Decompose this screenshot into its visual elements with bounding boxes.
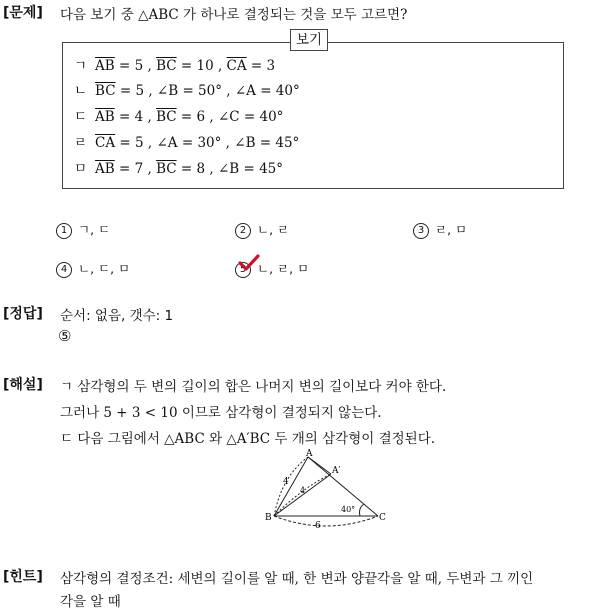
segment-name: $\overline{BC}$ xyxy=(156,58,177,74)
problem-question: 다음 보기 중 △ABC 가 하나로 결정되는 것을 모두 고르면? xyxy=(60,7,408,23)
condition-text: = 10 , xyxy=(176,58,227,74)
bogi-label: 보기 xyxy=(290,29,328,51)
bogi-item xyxy=(74,131,299,151)
segment-name: $\overline{BC}$ xyxy=(156,161,177,177)
hint-line-1: 삼각형의 결정조건: 세변의 길이를 알 때, 한 변과 양끝각을 알 때, 두변과 그 끼인 xyxy=(60,571,534,587)
hint-line-2: 각을 알 때 xyxy=(60,594,121,610)
label-a: A xyxy=(306,449,313,459)
condition-text: = 6 , ∠C = 40° xyxy=(176,109,284,125)
choice-number: 3 xyxy=(413,223,429,239)
segment-name: $\overline{CA}$ xyxy=(226,58,247,74)
explanation-line-1: ㄱ 삼각형의 두 변의 길이의 합은 나머지 변의 길이보다 커야 한다. xyxy=(60,379,447,395)
condition-text: = 8 , ∠B = 45° xyxy=(176,161,284,177)
bogi-item-mark: ㄹ xyxy=(74,135,88,151)
segment-name: $\overline{BC}$ xyxy=(95,83,116,99)
label-side-4b: 4 xyxy=(300,486,306,495)
answer-meta: 순서: 없음, 갯수: 1 xyxy=(60,308,174,324)
choice-number: 2 xyxy=(235,223,251,239)
segment-name: $\overline{AB}$ xyxy=(95,161,115,177)
bogi-item xyxy=(74,157,283,177)
bogi-item xyxy=(74,79,300,99)
bogi-item-mark: ㄴ xyxy=(74,83,88,99)
segment-name: $\overline{AB}$ xyxy=(95,58,115,74)
condition-text: = 3 xyxy=(246,58,276,74)
segment-name: $\overline{AB}$ xyxy=(95,109,115,125)
choice-text: ㄴ, ㄷ, ㅁ xyxy=(78,261,131,276)
segment-name: $\overline{CA}$ xyxy=(95,135,116,151)
bogi-item-mark: ㅁ xyxy=(74,161,88,177)
answer-tag: [정답] xyxy=(3,306,43,322)
condition-text: = 7 , xyxy=(114,161,157,177)
label-c: C xyxy=(379,513,386,523)
choice-text: ㄱ, ㄷ xyxy=(78,222,111,237)
segment-name: $\overline{BC}$ xyxy=(156,109,177,125)
label-a2: A′ xyxy=(332,466,341,476)
bogi-item-mark: ㄱ xyxy=(74,58,88,74)
choice-number: 1 xyxy=(56,223,72,239)
label-angle: 40° xyxy=(341,505,356,514)
label-side-4a: 4 xyxy=(283,477,289,487)
checkmark-icon xyxy=(238,254,260,272)
segment-aa2 xyxy=(308,457,331,474)
choice-number: 4 xyxy=(56,262,72,278)
choice-number: 5 xyxy=(235,262,251,278)
choice-text: ㄹ, ㅁ xyxy=(435,222,468,237)
arc-6 xyxy=(274,516,378,526)
angle-arc xyxy=(360,504,365,516)
choice-3[interactable] xyxy=(413,220,467,239)
answer-value: ⑤ xyxy=(58,327,72,345)
condition-text: = 5 , ∠A = 30° , ∠B = 45° xyxy=(115,135,300,151)
bogi-item-mark: ㄷ xyxy=(74,109,88,125)
choice-text: ㄴ, ㄹ, ㅁ xyxy=(257,261,310,276)
explanation-tag: [해설] xyxy=(3,377,43,393)
condition-text: = 5 , xyxy=(114,58,157,74)
triangle-figure xyxy=(262,448,392,530)
explanation-line-2: 그러나 5 + 3 < 10 이므로 삼각형이 결정되지 않는다. xyxy=(60,405,382,421)
choice-1[interactable] xyxy=(56,220,110,239)
problem-tag: [문제] xyxy=(3,5,43,21)
label-side-6: 6 xyxy=(315,521,321,530)
condition-text: = 4 , xyxy=(114,109,157,125)
hint-tag: [힌트] xyxy=(3,569,43,585)
explanation-line-3: ㄷ 다음 그림에서 △ABC 와 △A′BC 두 개의 삼각형이 결정된다. xyxy=(60,431,436,447)
label-b: B xyxy=(265,513,272,523)
condition-text: = 5 , ∠B = 50° , ∠A = 40° xyxy=(115,83,300,99)
choice-2[interactable] xyxy=(235,220,289,239)
choice-4[interactable] xyxy=(56,259,130,278)
choice-text: ㄴ, ㄹ xyxy=(257,222,290,237)
bogi-item xyxy=(74,105,283,125)
bogi-item xyxy=(74,54,275,74)
